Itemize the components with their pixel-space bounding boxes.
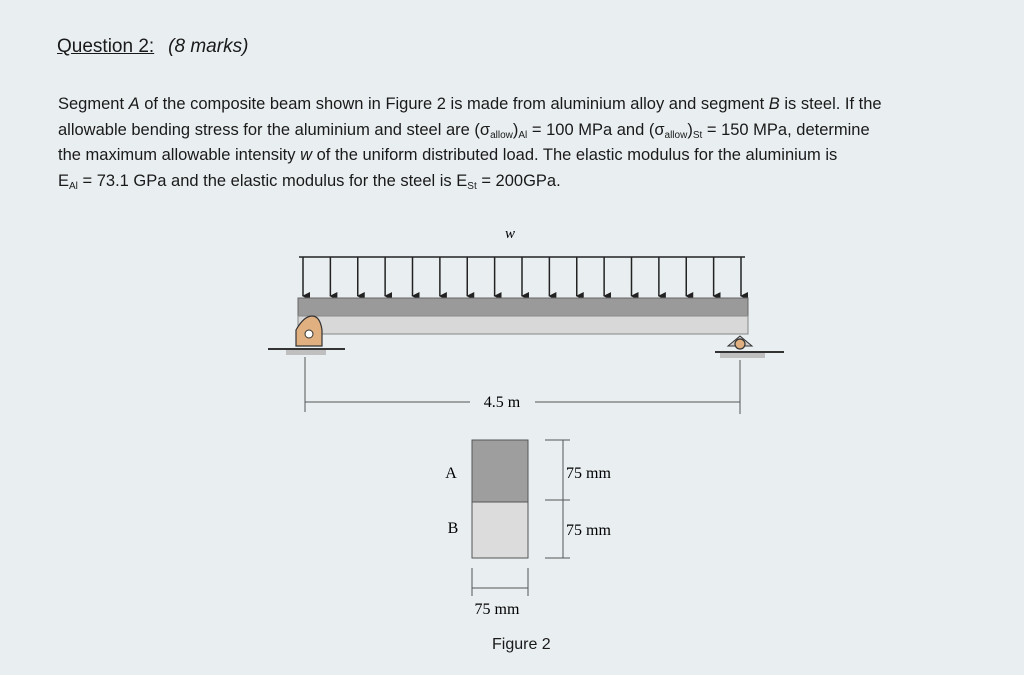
text-run: = 200GPa. xyxy=(476,171,561,190)
subscript: allow xyxy=(664,129,688,141)
text-run: ) xyxy=(512,120,519,139)
subscript: allow xyxy=(490,129,513,141)
height-dimension xyxy=(545,440,611,558)
width-label: 75 mm xyxy=(474,601,520,618)
subscript: St xyxy=(467,180,477,192)
text-run: allowable bending stress for the aluminium and steel are (σ xyxy=(58,120,491,139)
load-arrows xyxy=(303,257,741,296)
subscript: Al xyxy=(518,129,528,141)
distributed-load xyxy=(299,257,745,296)
section-segment-a xyxy=(472,440,528,502)
roller-support xyxy=(715,336,784,358)
text-run: Segment xyxy=(58,95,129,113)
text-run: = 100 MPa and (σ xyxy=(527,120,665,139)
text-run: is steel. If the xyxy=(779,95,882,113)
segment-a-symbol: A xyxy=(128,95,140,113)
text-run: of the composite beam shown in Figure 2 is made from aluminium alloy and segment xyxy=(139,95,769,113)
text-run: the maximum allowable intensity xyxy=(58,146,301,164)
question-marks: (8 marks) xyxy=(168,36,249,57)
roller-ground-hatch xyxy=(720,353,765,358)
pin-icon xyxy=(305,330,313,338)
beam-segment-b xyxy=(298,316,748,334)
width-dimension xyxy=(472,568,528,618)
figure-caption: Figure 2 xyxy=(492,636,551,653)
load-symbol: w xyxy=(300,146,313,164)
subscript: St xyxy=(692,129,703,141)
height-label-b: 75 mm xyxy=(566,522,611,539)
composite-beam xyxy=(298,298,748,334)
span-dimension xyxy=(305,357,740,414)
pin-ground-hatch xyxy=(286,350,326,355)
roller-icon xyxy=(735,339,745,349)
load-label: w xyxy=(504,226,516,242)
segment-b-symbol: B xyxy=(768,95,780,113)
text-run: E xyxy=(58,171,70,190)
section-label-b: B xyxy=(447,520,459,537)
section-segment-b xyxy=(472,502,528,558)
text-run: ) xyxy=(687,120,693,139)
subscript: Al xyxy=(69,180,78,192)
beam-segment-a xyxy=(298,298,748,316)
question-label: Question 2: xyxy=(57,36,155,57)
span-label: 4.5 m xyxy=(483,394,521,411)
cross-section xyxy=(445,440,528,558)
text-run: = 73.1 GPa and the elastic modulus for the steel is E xyxy=(77,171,468,190)
height-label-a: 75 mm xyxy=(566,465,611,482)
text-run: = 150 MPa, determine xyxy=(702,120,870,139)
text-run: of the uniform distributed load. The elastic modulus for the aluminium is xyxy=(312,146,838,164)
section-label-a: A xyxy=(445,465,457,482)
